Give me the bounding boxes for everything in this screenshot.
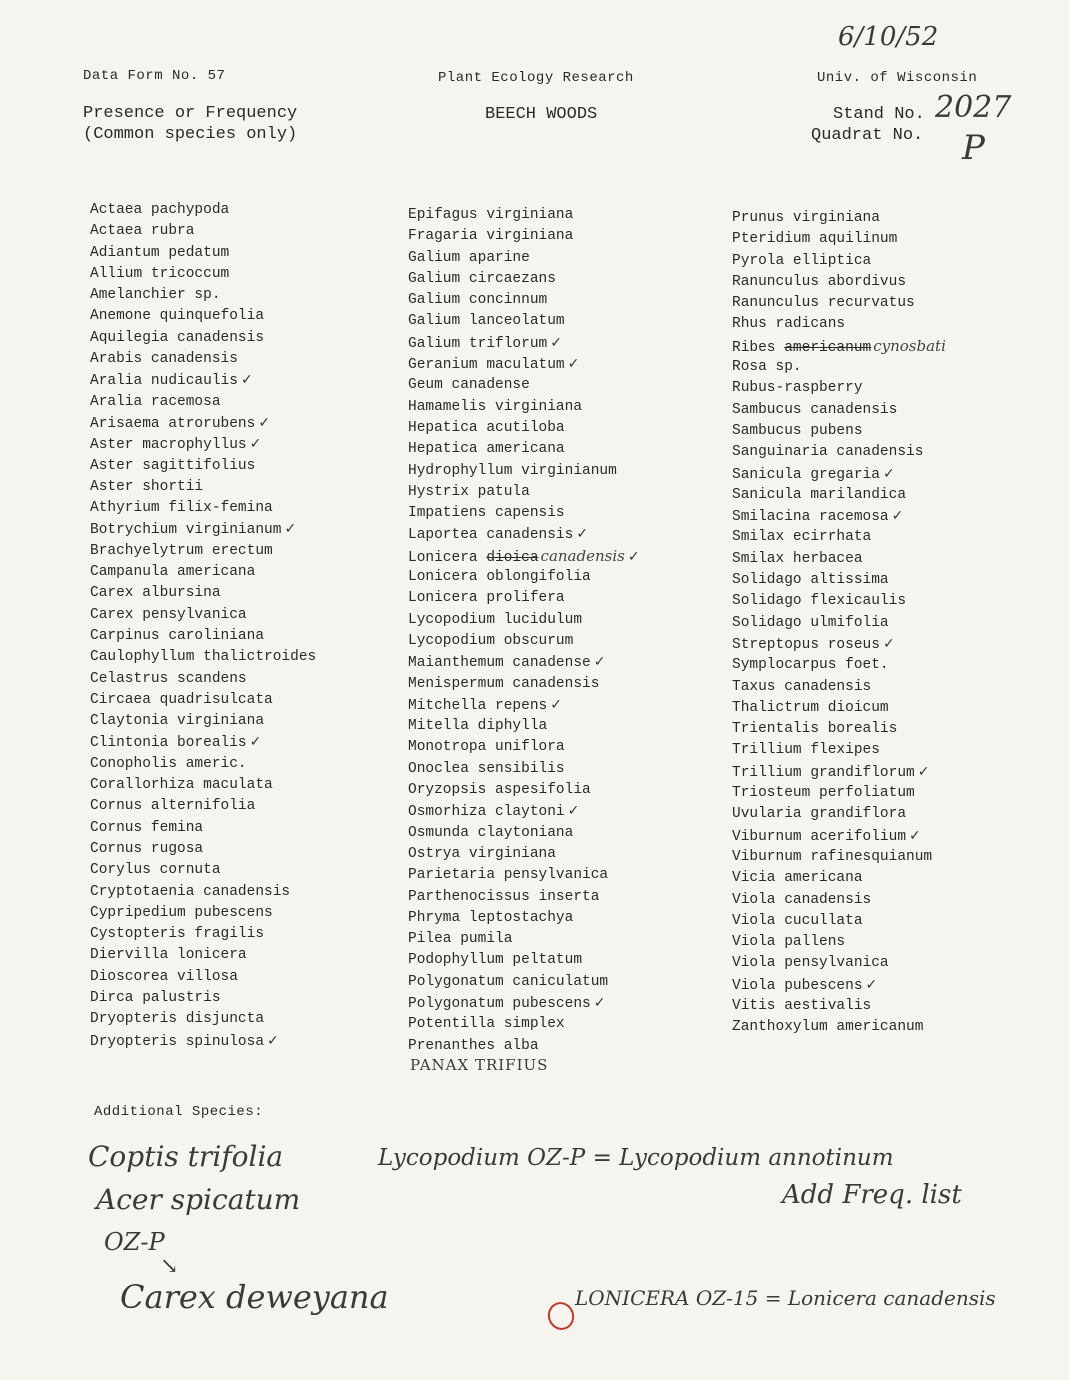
species-name: Trillium grandiflorum: [732, 764, 915, 781]
species-name: Aquilegia canadensis: [90, 329, 265, 346]
species-name: Actaea rubra: [90, 223, 195, 240]
species-name: Prunus virginiana: [732, 210, 880, 226]
species-item: [90, 732, 316, 753]
species-name: Menispermum canadensis: [408, 675, 600, 692]
species-item: [408, 823, 640, 844]
species-item: [732, 314, 946, 335]
species-name: Aster macrophyllus: [90, 437, 247, 454]
species-item: [90, 583, 316, 604]
species-name: Galium lanceolatum: [408, 313, 565, 330]
species-name: Galium triflorum: [408, 335, 548, 352]
checkmark-icon: ✓: [593, 994, 606, 1011]
species-name: Cornus femina: [90, 819, 204, 836]
species-name: Parietaria pensylvanica: [408, 867, 609, 884]
species-item: [408, 972, 640, 993]
species-name: Lycopodium lucidulum: [408, 611, 583, 628]
species-item: [90, 647, 316, 668]
species-item: [408, 801, 640, 822]
species-name: Mitella diphylla: [408, 718, 548, 735]
species-item: [732, 719, 946, 740]
species-item: [90, 264, 316, 285]
species-item: [408, 524, 640, 545]
species-name: Epifagus virginiana: [408, 207, 574, 223]
species-name: Viola cucullata: [732, 912, 863, 929]
species-name: Cornus alternifolia: [90, 798, 256, 815]
species-name: Hystrix patula: [408, 483, 530, 500]
species-item: [90, 477, 316, 498]
species-item: [732, 826, 946, 847]
species-name: Prenanthes alba: [408, 1037, 539, 1054]
species-name: Cornus rugosa: [90, 840, 204, 857]
species-name: Ostrya virginiana: [408, 845, 556, 862]
handwritten-carex: Carex deweyana: [120, 1278, 389, 1316]
handwritten-add-note: Add Freq. list: [782, 1180, 962, 1210]
species-name: Lonicera oblongifolia: [408, 569, 591, 586]
species-item: [90, 690, 316, 711]
species-item: [408, 631, 640, 652]
species-name: Smilax herbacea: [732, 550, 863, 567]
species-item: [408, 737, 640, 758]
species-item: [732, 677, 946, 698]
species-item: [732, 442, 946, 463]
species-name: Diervilla lonicera: [90, 947, 247, 964]
species-item: [408, 397, 640, 418]
species-item: [408, 311, 640, 332]
species-name: Arabis canadensis: [90, 351, 238, 368]
species-item: [732, 953, 946, 974]
species-name: Osmorhiza claytoni: [408, 804, 565, 821]
species-column-2: [408, 205, 640, 1057]
species-name: Clintonia borealis: [90, 735, 247, 752]
species-name: Dioscorea villosa: [90, 968, 238, 985]
species-item: [90, 243, 316, 264]
institution-center: Plant Ecology Research: [438, 70, 634, 86]
species-item: [90, 605, 316, 626]
species-name: Smilax ecirrhata: [732, 529, 872, 546]
species-name: Laportea canadensis: [408, 527, 574, 544]
species-name: Campanula americana: [90, 564, 256, 581]
species-name: Uvularia grandiflora: [732, 806, 907, 823]
species-name: Podophyllum peltatum: [408, 952, 583, 969]
species-item: [90, 562, 316, 583]
species-name: Solidago ulmifolia: [732, 614, 889, 631]
species-item: [408, 567, 640, 588]
species-name: Sambucus pubens: [732, 422, 863, 439]
checkmark-icon: ✓: [550, 696, 562, 713]
species-item: [408, 461, 640, 482]
species-item: [732, 783, 946, 804]
species-item: [732, 485, 946, 506]
species-name: Cryptotaenia canadensis: [90, 883, 291, 900]
species-item: [408, 546, 640, 567]
species-item: [90, 818, 316, 839]
species-name: Ranunculus recurvatus: [732, 295, 915, 312]
species-item: [732, 698, 946, 719]
species-item: [732, 570, 946, 591]
species-name: Dryopteris spinulosa: [90, 1033, 265, 1050]
species-name: Cystopteris fragilis: [90, 926, 265, 943]
species-item: [90, 711, 316, 732]
species-item: [732, 932, 946, 953]
checkmark-icon: ✓: [258, 414, 271, 431]
species-item: [408, 610, 640, 631]
species-item: [732, 421, 946, 442]
species-item: [408, 716, 640, 737]
species-name: Onoclea sensibilis: [408, 760, 565, 777]
species-name: Taxus canadensis: [732, 678, 872, 695]
species-item: [408, 375, 640, 396]
species-item: [408, 844, 640, 865]
species-name: Galium aparine: [408, 249, 530, 266]
species-name: Sanicula gregaria: [732, 466, 880, 483]
species-item: [408, 887, 640, 908]
institution-right: Univ. of Wisconsin: [817, 70, 978, 86]
species-item: [90, 221, 316, 242]
species-name: Aralia racemosa: [90, 393, 221, 410]
species-item: [408, 482, 640, 503]
species-item: [90, 541, 316, 562]
species-name: Solidago flexicaulis: [732, 593, 907, 610]
species-item: [408, 226, 640, 247]
species-item: [408, 333, 640, 354]
species-name: Pilea pumila: [408, 931, 513, 948]
species-name: Hepatica americana: [408, 441, 565, 458]
species-item: [90, 754, 316, 775]
species-item: [408, 674, 640, 695]
species-item: [90, 519, 316, 540]
species-name: Conopholis americ.: [90, 755, 247, 772]
species-item: [90, 626, 316, 647]
species-item: [732, 634, 946, 655]
handwritten-date: 6/10/52: [838, 22, 939, 52]
species-column-3: [732, 208, 946, 1039]
species-item: [90, 945, 316, 966]
species-item: [732, 464, 946, 485]
species-item: [90, 988, 316, 1009]
species-item: [90, 1009, 316, 1030]
species-name: Cypripedium pubescens: [90, 904, 273, 921]
additional-species-label: Additional Species:: [94, 1104, 264, 1120]
species-name: Hepatica acutiloba: [408, 419, 565, 436]
species-item: [732, 229, 946, 250]
species-name: Pyrola elliptica: [732, 252, 872, 269]
species-name: Viola pallens: [732, 934, 846, 951]
species-item: [732, 890, 946, 911]
species-item: [732, 293, 946, 314]
species-name: Viburnum acerifolium: [732, 828, 907, 845]
handwritten-lycopodium-note: Lycopodium OZ-P = Lycopodium annotinum: [378, 1145, 894, 1171]
species-name: Botrychium virginianum: [90, 522, 282, 539]
handwritten-oz-p: OZ-P: [104, 1228, 165, 1256]
species-name: Monotropa uniflora: [408, 739, 565, 756]
species-name: Claytonia virginiana: [90, 713, 265, 730]
species-item: [408, 908, 640, 929]
checkmark-icon: ✓: [891, 508, 904, 525]
species-item: [408, 695, 640, 716]
species-name: Viburnum rafinesquianum: [732, 848, 933, 865]
species-item: [90, 349, 316, 370]
species-name: Vitis aestivalis: [732, 997, 872, 1014]
checkmark-icon: ✓: [909, 827, 921, 844]
species-item: [408, 588, 640, 609]
species-item: [90, 882, 316, 903]
species-item: [732, 357, 946, 378]
community-title: BEECH WOODS: [485, 105, 598, 124]
species-item: [732, 378, 946, 399]
struck-epithet: dioica: [486, 549, 539, 566]
species-name: Circaea quadrisulcata: [90, 691, 273, 708]
checkmark-icon: ✓: [240, 372, 253, 389]
checkmark-icon: ✓: [576, 526, 589, 543]
handwritten-correction: cynosbati: [873, 336, 946, 355]
species-item: [732, 655, 946, 676]
species-name: Mitchella repens: [408, 697, 548, 714]
species-name: Polygonatum pubescens: [408, 995, 591, 1012]
species-name: Sambucus canadensis: [732, 401, 898, 418]
species-item: [90, 903, 316, 924]
checkmark-icon: ✓: [284, 521, 297, 538]
species-name: Caulophyllum thalictroides: [90, 649, 317, 666]
species-name: Rubus-raspberry: [732, 380, 863, 397]
species-name: Amelanchier sp.: [90, 287, 221, 304]
species-name: Lonicera prolifera: [408, 590, 565, 607]
species-item: [90, 839, 316, 860]
checkmark-icon: ✓: [249, 436, 262, 453]
species-item: [90, 669, 316, 690]
species-name: Adiantum pedatum: [90, 244, 230, 261]
species-name: Impatiens capensis: [408, 505, 565, 522]
species-name: Carex albursina: [90, 585, 221, 602]
species-name: Hydrophyllum virginianum: [408, 462, 617, 479]
species-name: Corylus cornuta: [90, 862, 221, 879]
handwritten-correction: canadensis: [540, 546, 625, 565]
species-item: [90, 860, 316, 881]
species-item: [90, 498, 316, 519]
species-item: [90, 306, 316, 327]
title-line-2: (Common species only): [83, 125, 298, 144]
species-name: Thalictrum dioicum: [732, 699, 889, 716]
arrow-icon: ↘: [160, 1254, 179, 1279]
checkmark-icon: ✓: [865, 976, 878, 993]
checkmark-icon: ✓: [627, 548, 640, 565]
species-item: [732, 847, 946, 868]
species-item: [90, 413, 316, 434]
species-item: [90, 924, 316, 945]
species-name: Polygonatum caniculatum: [408, 973, 609, 990]
species-item: [732, 527, 946, 548]
title-line-1: Presence or Frequency: [83, 104, 298, 123]
species-name: Solidago altissima: [732, 572, 889, 589]
species-name: Zanthoxylum americanum: [732, 1019, 924, 1036]
handwritten-panax: PANAX TRIFIUS: [410, 1056, 549, 1074]
species-item: [408, 418, 640, 439]
species-name: Symplocarpus foet.: [732, 657, 889, 674]
species-name: Oryzopsis aspesifolia: [408, 782, 591, 799]
stand-value: 2027: [935, 90, 1012, 125]
species-item: [732, 208, 946, 229]
species-name: Lycopodium obscurum: [408, 632, 574, 649]
checkmark-icon: ✓: [593, 654, 606, 671]
species-name: Lonicera: [408, 549, 487, 566]
species-item: [732, 591, 946, 612]
species-name: Trientalis borealis: [732, 721, 898, 738]
species-name: Pteridium aquilinum: [732, 231, 898, 248]
checkmark-icon: ✓: [249, 734, 262, 751]
species-name: Triosteum perfoliatum: [732, 785, 915, 802]
species-item: [732, 740, 946, 761]
checkmark-icon: ✓: [917, 763, 930, 780]
form-number: Data Form No. 57: [83, 68, 226, 84]
species-item: [732, 272, 946, 293]
species-item: [408, 290, 640, 311]
species-name: Geranium maculatum: [408, 357, 565, 374]
species-item: [90, 200, 316, 221]
species-name: Galium concinnum: [408, 292, 548, 309]
species-name: Corallorhiza maculata: [90, 777, 273, 794]
stand-label: Stand No.: [833, 105, 925, 124]
species-name: Sanguinaria canadensis: [732, 444, 924, 461]
red-mark-icon: [544, 1298, 578, 1333]
species-name: Viola pensylvanica: [732, 955, 889, 972]
species-item: [90, 392, 316, 413]
species-item: [732, 506, 946, 527]
checkmark-icon: ✓: [267, 1032, 279, 1049]
handwritten-coptis: Coptis trifolia: [88, 1140, 284, 1173]
species-name: Brachyelytrum erectum: [90, 542, 273, 559]
handwritten-lonicera-note: LONICERA OZ-15 = Lonicera canadensis: [575, 1286, 996, 1310]
species-name: Trillium flexipes: [732, 742, 880, 759]
species-item: [90, 370, 316, 391]
species-name: Maianthemum canadense: [408, 655, 591, 672]
species-item: [408, 1014, 640, 1035]
species-name: Sanicula marilandica: [732, 486, 907, 503]
species-name: Osmunda claytoniana: [408, 824, 574, 841]
species-item: [732, 868, 946, 889]
species-item: [732, 762, 946, 783]
species-item: [90, 967, 316, 988]
quadrat-value: P: [962, 128, 985, 168]
species-item: [408, 652, 640, 673]
species-name: Ribes: [732, 339, 785, 356]
species-name: Geum canadense: [408, 377, 530, 394]
checkmark-icon: ✓: [882, 635, 895, 652]
species-item: [90, 285, 316, 306]
species-name: Ranunculus abordivus: [732, 273, 907, 290]
species-name: Potentilla simplex: [408, 1016, 565, 1033]
species-item: [732, 996, 946, 1017]
species-item: [90, 1031, 316, 1052]
species-item: [408, 950, 640, 971]
species-item: [408, 865, 640, 886]
checkmark-icon: ✓: [567, 803, 580, 820]
species-item: [408, 205, 640, 226]
species-name: Rhus radicans: [732, 316, 846, 333]
species-item: [90, 456, 316, 477]
handwritten-acer: Acer spicatum: [96, 1183, 301, 1216]
species-name: Viola canadensis: [732, 891, 872, 908]
species-column-1: [90, 200, 316, 1052]
species-name: Galium circaezans: [408, 270, 556, 287]
species-name: Aster shortii: [90, 478, 204, 495]
species-item: [90, 328, 316, 349]
species-item: [90, 775, 316, 796]
species-name: Athyrium filix-femina: [90, 500, 273, 517]
species-item: [732, 336, 946, 357]
species-item: [408, 780, 640, 801]
checkmark-icon: ✓: [550, 334, 562, 351]
species-item: [732, 400, 946, 421]
species-item: [408, 248, 640, 269]
species-name: Allium tricoccum: [90, 265, 230, 282]
species-item: [90, 796, 316, 817]
species-item: [408, 354, 640, 375]
struck-epithet: americanum: [784, 339, 872, 356]
species-item: [408, 993, 640, 1014]
species-item: [408, 929, 640, 950]
species-item: [90, 434, 316, 455]
species-item: [408, 503, 640, 524]
species-name: Streptopus roseus: [732, 636, 880, 653]
species-name: Actaea pachypoda: [90, 202, 230, 218]
species-name: Dryopteris disjuncta: [90, 1011, 265, 1028]
quadrat-label: Quadrat No.: [811, 126, 924, 145]
species-item: [732, 549, 946, 570]
species-name: Dirca palustris: [90, 989, 221, 1006]
species-name: Fragaria virginiana: [408, 228, 574, 245]
checkmark-icon: ✓: [882, 465, 895, 482]
species-item: [732, 911, 946, 932]
species-name: Viola pubescens: [732, 977, 863, 994]
species-item: [408, 759, 640, 780]
species-name: Anemone quinquefolia: [90, 308, 265, 325]
species-name: Carpinus caroliniana: [90, 627, 265, 644]
species-name: Parthenocissus inserta: [408, 888, 600, 905]
species-name: Aster sagittifolius: [90, 457, 256, 474]
species-item: [408, 439, 640, 460]
species-name: Carex pensylvanica: [90, 606, 247, 623]
species-item: [732, 975, 946, 996]
species-item: [732, 251, 946, 272]
checkmark-icon: ✓: [567, 356, 580, 373]
species-name: Aralia nudicaulis: [90, 373, 238, 390]
species-name: Celastrus scandens: [90, 670, 247, 687]
species-name: Rosa sp.: [732, 359, 802, 376]
species-item: [732, 804, 946, 825]
species-name: Phryma leptostachya: [408, 909, 574, 926]
species-item: [732, 1017, 946, 1038]
species-name: Vicia americana: [732, 870, 863, 887]
species-item: [408, 269, 640, 290]
species-item: [732, 613, 946, 634]
species-item: [408, 1036, 640, 1057]
species-name: Hamamelis virginiana: [408, 398, 583, 415]
species-name: Arisaema atrorubens: [90, 415, 256, 432]
species-name: Smilacina racemosa: [732, 509, 889, 526]
